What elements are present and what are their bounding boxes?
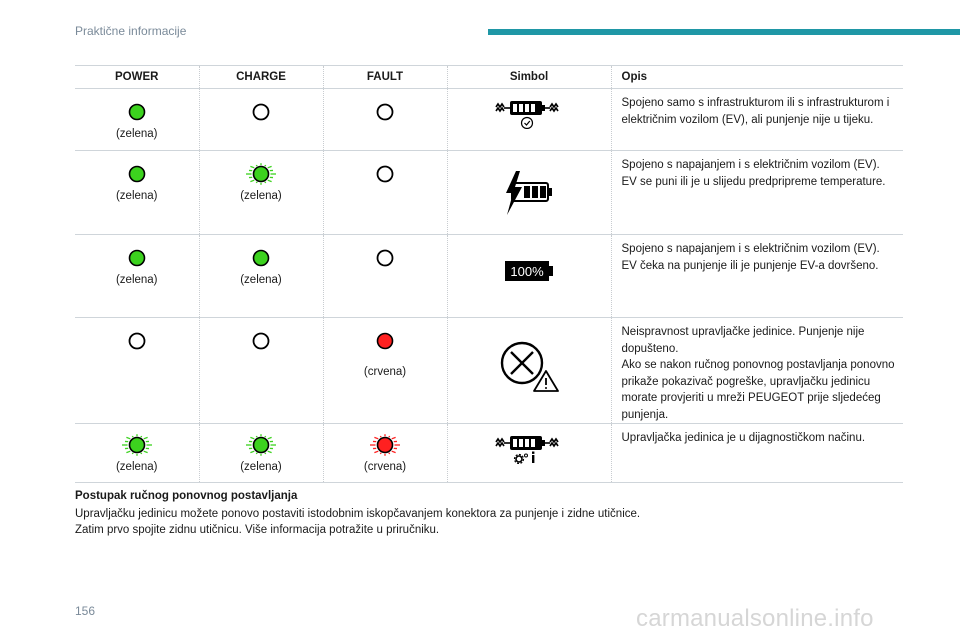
- led-blink-ray: [380, 436, 381, 437]
- led-color-label: (zelena): [240, 190, 282, 202]
- led-color-label: (crvena): [363, 461, 407, 473]
- led-blink-ray: [143, 437, 147, 438]
- status-description: Ako se nakon ručnog ponovnog postavljanja ponovno prikaže pokazivač pogreške, upravljačku jedinicu morate provjeriti u mreži PEUGEOT prije sljedećeg punjenja.: [621, 359, 895, 421]
- table-row: [75, 424, 903, 483]
- led-indicator-icon: [243, 163, 279, 185]
- table-row: [75, 235, 903, 318]
- led-blink-ray: [392, 451, 396, 452]
- table-row: [75, 89, 903, 151]
- watermark: carmanualsonline.info: [636, 605, 874, 632]
- fault-cell: [323, 89, 447, 151]
- status-description: Upravljačka jedinica je u dijagnostičkom načinu.: [621, 432, 866, 444]
- header-accent-bar: [488, 29, 960, 35]
- led-indicator-icon: [243, 330, 279, 352]
- led-blink-ray: [250, 451, 254, 452]
- section-title: Postupak ručnog ponovnog postavljanja: [75, 490, 298, 502]
- led-blink-ray: [374, 451, 378, 452]
- led-indicator-icon: [243, 247, 279, 269]
- led-blink-ray: [265, 182, 266, 183]
- led-dot: [254, 334, 269, 349]
- charge-cell: [199, 318, 323, 424]
- led-indicator-icon: [119, 330, 155, 352]
- column-header-power: POWER: [75, 66, 199, 89]
- led-indicator-icon: [243, 434, 279, 456]
- page-number: 156: [75, 604, 96, 618]
- led-blink-ray: [256, 165, 257, 166]
- led-blink-ray: [256, 182, 257, 183]
- led-blink-ray: [380, 453, 381, 454]
- fault-cell: [323, 318, 447, 424]
- battery-percent-text: 100%: [510, 264, 544, 279]
- status-description: Spojeno s napajanjem i s električnim vozilom (EV). EV se puni ili je u slijedu predpripreme temperature.: [621, 159, 886, 188]
- led-blink-ray: [256, 436, 257, 437]
- led-indicator-icon: [119, 101, 155, 123]
- led-indicator-icon: [367, 247, 403, 269]
- led-status-table: [75, 65, 903, 483]
- symbol-cell: [447, 318, 611, 424]
- symbol-cell: [447, 89, 611, 151]
- led-blink-ray: [268, 166, 272, 167]
- battery-charging-icon: [498, 169, 560, 217]
- charge-cell: [199, 235, 323, 318]
- battery-full-icon: [503, 259, 555, 283]
- status-description: Spojeno samo s infrastrukturom ili s infrastrukturom i električnim vozilom (EV), ali punjenje nije u tijeku.: [621, 97, 890, 126]
- led-color-label: (zelena): [115, 128, 158, 140]
- page-header-title: Praktične informacije: [75, 24, 187, 38]
- description-cell: [611, 235, 903, 318]
- power-cell: [75, 151, 199, 235]
- led-dot: [129, 438, 144, 453]
- led-blink-ray: [250, 166, 254, 167]
- led-blink-ray: [268, 437, 272, 438]
- symbol-cell: [447, 151, 611, 235]
- led-blink-ray: [389, 453, 390, 454]
- led-dot: [378, 438, 393, 453]
- table-header-row: [75, 66, 903, 89]
- led-blink-ray: [389, 436, 390, 437]
- led-blink-ray: [140, 453, 141, 454]
- charge-cell: [199, 424, 323, 483]
- led-color-label: (zelena): [115, 461, 158, 473]
- led-blink-ray: [132, 436, 133, 437]
- led-indicator-icon: [367, 163, 403, 185]
- led-dot: [129, 251, 144, 266]
- fault-warning-icon: [497, 338, 561, 394]
- description-cell: [611, 424, 903, 483]
- status-description: Neispravnost upravljačke jedinice. Punjenje nije dopušteno.: [621, 326, 865, 355]
- led-dot: [254, 105, 269, 120]
- section-text: [75, 506, 905, 538]
- description-cell: [611, 151, 903, 235]
- column-header-symbol: Simbol: [447, 66, 611, 89]
- led-blink-ray: [268, 180, 272, 181]
- led-dot: [129, 334, 144, 349]
- led-color-label: (zelena): [240, 461, 282, 473]
- led-blink-ray: [256, 453, 257, 454]
- status-description: Spojeno s napajanjem i s električnim vozilom (EV). EV čeka na punjenje ili je punjenje EV-a dovršeno.: [621, 243, 880, 272]
- symbol-cell: [447, 235, 611, 318]
- power-cell: [75, 235, 199, 318]
- led-blink-ray: [126, 437, 130, 438]
- led-color-label: (crvena): [363, 366, 407, 378]
- section-paragraph: Upravljačku jedinicu možete ponovo postaviti istodobnim iskopčavanjem konektora za punjenje i zidne utičnice.: [75, 508, 641, 520]
- section-paragraph: Zatim prvo spojite zidnu utičnicu. Više informacija potražite u priručniku.: [75, 524, 440, 536]
- led-indicator-icon: [119, 434, 155, 456]
- power-cell: [75, 89, 199, 151]
- led-blink-ray: [374, 437, 378, 438]
- led-blink-ray: [265, 453, 266, 454]
- led-blink-ray: [126, 451, 130, 452]
- fault-cell: [323, 151, 447, 235]
- led-dot: [129, 105, 144, 120]
- led-dot: [378, 251, 393, 266]
- battery-diagnostic-icon: [494, 430, 564, 464]
- led-indicator-icon: [367, 330, 403, 352]
- led-blink-ray: [250, 180, 254, 181]
- led-dot: [378, 105, 393, 120]
- led-indicator-icon: [119, 163, 155, 185]
- column-header-description: Opis: [611, 66, 903, 89]
- led-blink-ray: [265, 165, 266, 166]
- led-blink-ray: [132, 453, 133, 454]
- led-color-label: (zelena): [115, 274, 158, 286]
- led-dot: [254, 438, 269, 453]
- led-color-label: (zelena): [115, 190, 158, 202]
- description-cell: [611, 318, 903, 424]
- led-indicator-icon: [119, 247, 155, 269]
- charge-cell: [199, 151, 323, 235]
- led-dot: [254, 167, 269, 182]
- table-row: [75, 151, 903, 235]
- led-blink-ray: [265, 436, 266, 437]
- symbol-cell: [447, 424, 611, 483]
- led-dot: [129, 167, 144, 182]
- led-blink-ray: [143, 451, 147, 452]
- led-indicator-icon: [367, 434, 403, 456]
- led-blink-ray: [268, 451, 272, 452]
- column-header-fault: FAULT: [323, 66, 447, 89]
- led-dot: [378, 167, 393, 182]
- led-color-label: (zelena): [240, 274, 282, 286]
- description-cell: [611, 89, 903, 151]
- led-indicator-icon: [367, 101, 403, 123]
- column-header-charge: CHARGE: [199, 66, 323, 89]
- power-cell: [75, 318, 199, 424]
- led-blink-ray: [140, 436, 141, 437]
- battery-connected-check-icon: [494, 95, 564, 129]
- power-cell: [75, 424, 199, 483]
- led-indicator-icon: [243, 101, 279, 123]
- table-row: [75, 318, 903, 424]
- led-blink-ray: [250, 437, 254, 438]
- fault-cell: [323, 424, 447, 483]
- led-dot: [378, 334, 393, 349]
- led-dot: [254, 251, 269, 266]
- led-blink-ray: [392, 437, 396, 438]
- charge-cell: [199, 89, 323, 151]
- fault-cell: [323, 235, 447, 318]
